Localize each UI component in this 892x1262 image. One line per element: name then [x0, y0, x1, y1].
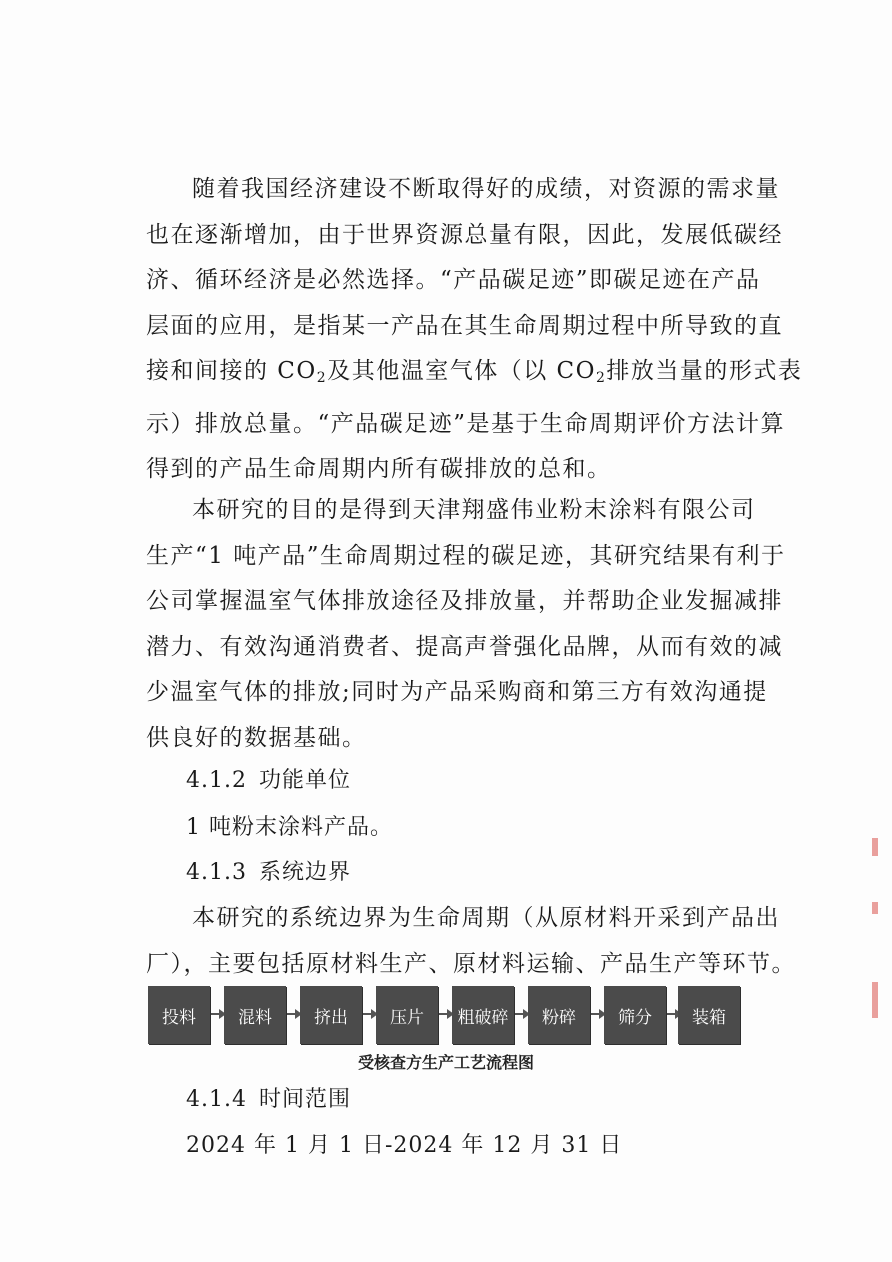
- text-line: 随着我国经济建设不断取得好的成绩，对资源的需求量: [192, 176, 780, 202]
- flow-caption: 受核查方生产工艺流程图: [357, 1053, 534, 1072]
- purpose-paragraph: [146, 488, 786, 761]
- right-arrow-icon: [591, 1008, 605, 1020]
- text-line: 得到的产品生命周期内所有碳排放的总和。: [146, 456, 612, 482]
- flow-step-feeding: 投料: [148, 986, 210, 1044]
- right-arrow-icon: [287, 1008, 301, 1020]
- flow-step-extrusion: 挤出: [300, 986, 362, 1044]
- text-line: 也在逐渐增加，由于世界资源总量有限，因此，发展低碳经: [146, 221, 783, 248]
- system-boundary-paragraph: [146, 896, 796, 987]
- intro-paragraph: [146, 167, 803, 493]
- seal-mark: [872, 982, 878, 1018]
- seal-mark: [872, 902, 878, 914]
- right-arrow-icon: [363, 1008, 377, 1020]
- seal-mark: [872, 838, 878, 856]
- text-line: 示）排放总量。“产品碳足迹”是基于生命周期评价方法计算: [146, 410, 786, 437]
- time-range-text: 2024 年 1 月 1 日-2024 年 12 月 31 日: [186, 1133, 623, 1158]
- text-line: 本研究的系统边界为生命周期（从原材料开采到产品出: [192, 905, 780, 931]
- text-line: 厂），主要包括原材料生产、原材料运输、产品生产等环节。: [146, 950, 796, 977]
- functional-unit-text: 1 吨粉末涂料产品。: [186, 815, 393, 840]
- right-arrow-icon: [211, 1008, 225, 1020]
- section-heading-system-boundary: 4.1.3 系统边界: [186, 860, 351, 885]
- text-line: 潜力、有效沟通消费者、提高声誉强化品牌，从而有效的减: [146, 633, 783, 660]
- section-heading-time-range: 4.1.4 时间范围: [186, 1087, 351, 1112]
- text-line: 济、循环经济是必然选择。“产品碳足迹”即碳足迹在产品: [146, 267, 761, 293]
- flow-step-tableting: 压片: [376, 986, 438, 1044]
- text-line: 本研究的目的是得到天津翔盛伟业粉末涂料有限公司: [192, 497, 756, 523]
- section-heading-functional-unit: 4.1.2 功能单位: [186, 768, 351, 793]
- process-flow-diagram: [148, 984, 740, 1046]
- text-line: 层面的应用，是指某一产品在其生命周期过程中所导致的直: [146, 312, 783, 339]
- text-line: 供良好的数据基础。: [146, 724, 367, 751]
- text-line-with-co2: 接和间接的 $CO_2$及其他温室气体（以 $CO_2$排放当量的形式表: [146, 358, 803, 386]
- flow-step-grinding: 粉碎: [528, 986, 590, 1044]
- right-arrow-icon: [439, 1008, 453, 1020]
- text-line: 少温室气体的排放;同时为产品采购商和第三方有效沟通提: [146, 679, 768, 705]
- flow-step-coarse-crushing: 粗破碎: [452, 986, 514, 1044]
- text-line: 公司掌握温室气体排放途径及排放量，并帮助企业发掘减排: [146, 588, 783, 614]
- text-line: 生产“1 吨产品”生命周期过程的碳足迹，其研究结果有利于: [146, 542, 786, 569]
- flow-step-sieving: 筛分: [604, 986, 666, 1044]
- flow-step-mixing: 混料: [224, 986, 286, 1044]
- right-arrow-icon: [515, 1008, 529, 1020]
- flow-step-boxing: 装箱: [678, 986, 740, 1044]
